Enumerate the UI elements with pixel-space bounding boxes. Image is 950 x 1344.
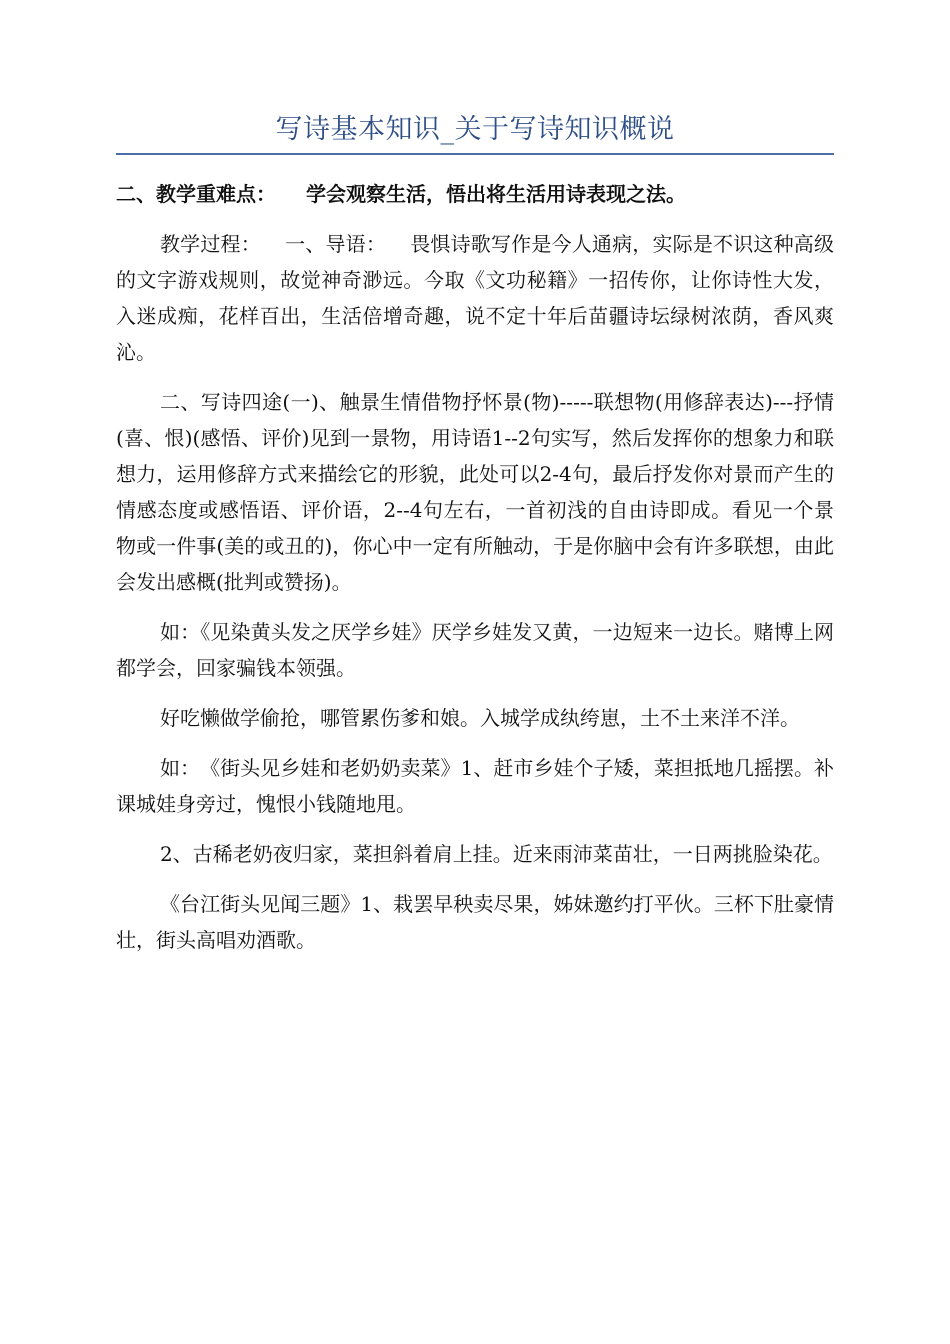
body-paragraph-2: 如：《见染黄头发之厌学乡娃》厌学乡娃发又黄，一边短来一边长。赌博上网都学会，回家骗钱本领强。 <box>116 620 834 680</box>
heading-label: 二、教学重难点： <box>116 182 276 206</box>
body-paragraph-4: 如： 《街头见乡娃和老奶奶卖菜》1、赶市乡娃个子矮，菜担抵地几摇摆。补课城娃身旁过，愧恨小钱随地甩。 <box>116 756 834 816</box>
heading-text: 学会观察生活，悟出将生活用诗表现之法。 <box>306 182 686 206</box>
document-title: 写诗基本知识_关于写诗知识概说 <box>275 114 675 145</box>
intro-paragraph <box>116 226 834 370</box>
document-body <box>116 176 834 972</box>
lead-label: 一、导语： <box>284 232 387 256</box>
body-paragraph-6: 《台江街头见闻三题》1、栽罢早秧卖尽果，姊妹邀约打平伙。三杯下肚豪情壮，街头高唱劝酒歌。 <box>116 892 834 952</box>
body-paragraph-5: 2、古稀老奶夜归家，菜担斜着肩上挂。近来雨沛菜苗壮，一日两挑脸染花。 <box>160 842 833 866</box>
body-paragraph-3: 好吃懒做学偷抢，哪管累伤爹和娘。入城学成纨绔崽，土不土来洋不洋。 <box>160 706 800 730</box>
intro-text: 畏惧诗歌写作是今人通病，实际是不识这种高级的文字游戏规则，故觉神奇渺远。今取《文功秘籍》一招传你，让你诗性大发，入迷成痴，花样百出，生活倍增奇趣，说不定十年后苗疆诗坛绿树浓荫，香风爽沁。 <box>116 232 834 364</box>
title-underline <box>116 153 834 155</box>
body-paragraph-1: 二、写诗四途(一)、触景生情借物抒怀景(物)-----联想物(用修辞表达)---抒情(喜、恨)(感悟、评价)见到一景物，用诗语1--2句实写，然后发挥你的想象力和联想力，运用修辞方式来描绘它的形貌，此处可以2-4句，最后抒发你对景而产生的情感态度或感悟语、评价语，2--4句左右，一首初浅的自由诗即成。看见一个景物或一件事(美的或丑的)，你心中一定有所触动，于是你脑中会有许多联想，由此会发出感概(批判或赞扬)。 <box>116 390 834 594</box>
section-heading <box>116 176 834 212</box>
process-label: 教学过程： <box>160 232 261 256</box>
